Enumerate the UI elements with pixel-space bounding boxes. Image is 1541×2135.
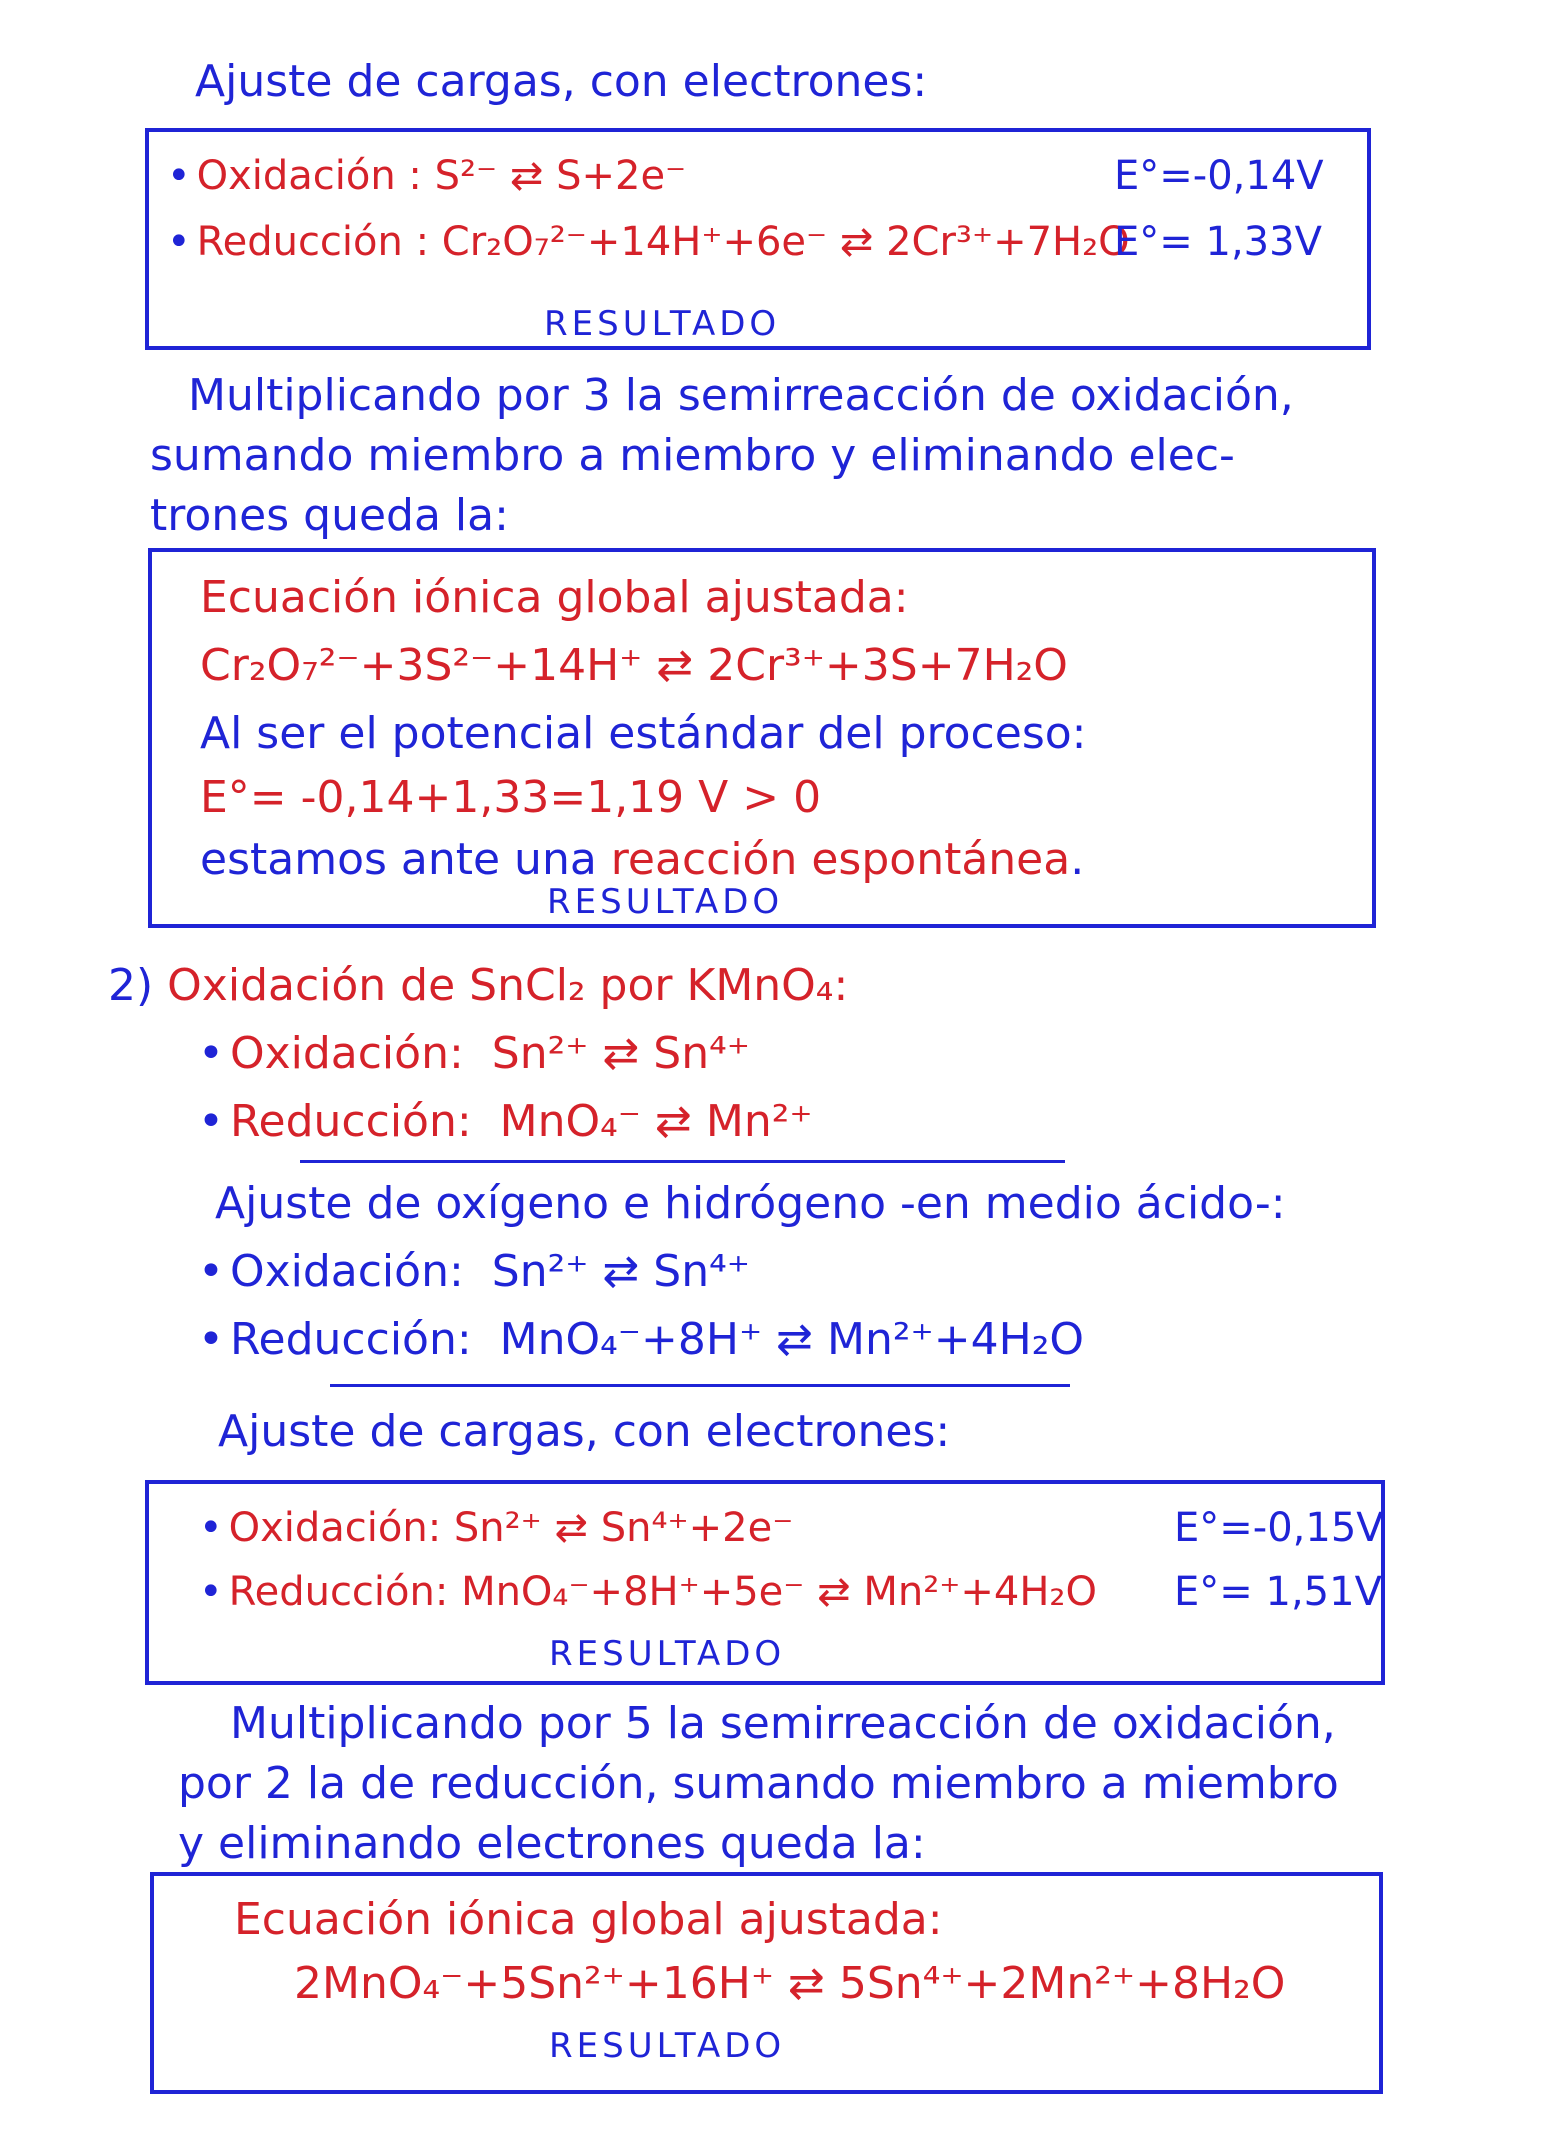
conclusion-line (200, 836, 1084, 884)
divider-1 (300, 1160, 1065, 1163)
reduction-equation: MnO₄⁻+8H⁺+5e⁻ ⇄ Mn²⁺+4H₂O (461, 1569, 1097, 1615)
reduction-equation: MnO₄⁻+8H⁺ ⇄ Mn²⁺+4H₂O (499, 1314, 1084, 1365)
spontaneous-reaction: reacción espontánea (610, 834, 1071, 885)
oxidation-row-1: • Oxidación : S²⁻ ⇄ S+2e⁻ (167, 153, 687, 199)
paragraph-2-line-2: por 2 la de reducción, sumando miembro a miembro (178, 1758, 1339, 1809)
p2-oxidation-row-2: • Oxidación: Sn²⁺ ⇄ Sn⁴⁺ (198, 1246, 750, 1297)
oxidation-equation: Sn²⁺ ⇄ Sn⁴⁺ (491, 1246, 750, 1297)
part-2-title: Oxidación de SnCl₂ por KMnO₄: (167, 960, 849, 1011)
reduction-potential: E°= 1,51V (1174, 1569, 1382, 1615)
half-reactions-box-1 (145, 128, 1371, 350)
oxidation-equation: S²⁻ ⇄ S+2e⁻ (434, 153, 687, 199)
potential-intro: Al ser el potencial estándar del proceso: (200, 708, 1087, 759)
conclusion-period: . (1070, 834, 1085, 885)
half-reactions-box-2 (145, 1480, 1385, 1685)
oxidation-label: Oxidación: (228, 1505, 442, 1551)
reduction-equation: Cr₂O₇²⁻+14H⁺+6e⁻ ⇄ 2Cr³⁺+7H₂O (441, 219, 1130, 265)
p2-reduction-row-2: • Reducción: MnO₄⁻+8H⁺ ⇄ Mn²⁺+4H₂O (198, 1314, 1084, 1365)
oxidation-potential: E°=-0,15V (1174, 1505, 1384, 1551)
oxidation-potential: E°=-0,14V (1114, 153, 1324, 199)
global-equation-title: Ecuación iónica global ajustada: (234, 1894, 943, 1945)
oxidation-label: Oxidación: (229, 1246, 464, 1297)
paragraph-1-line-1: Multiplicando por 3 la semirreacción de oxidación, (188, 370, 1294, 421)
global-equation-box-1 (148, 548, 1376, 928)
heading-charge-adjust-2: Ajuste de cargas, con electrones: (218, 1406, 951, 1457)
reduction-row-1: • Reducción : Cr₂O₇²⁻+14H⁺+6e⁻ ⇄ 2Cr³⁺+7H₂O (167, 219, 1130, 265)
box3-reduction-row: • Reducción: MnO₄⁻+8H⁺+5e⁻ ⇄ Mn²⁺+4H₂O (199, 1569, 1097, 1615)
reduction-label: Reducción (196, 219, 403, 265)
conclusion-text: estamos ante una (200, 834, 597, 885)
oxidation-equation: Sn²⁺ ⇄ Sn⁴⁺+2e⁻ (453, 1505, 794, 1551)
global-equation-title: Ecuación iónica global ajustada: (200, 572, 909, 623)
part-2-number: 2) (108, 960, 154, 1011)
heading-part-2 (108, 962, 848, 1010)
reduction-potential: E°= 1,33V (1114, 219, 1322, 265)
reduction-label: Reducción: (229, 1096, 472, 1147)
paragraph-1-line-2: sumando miembro a miembro y eliminando elec- (150, 430, 1235, 481)
paragraph-2-line-1: Multiplicando por 5 la semirreacción de oxidación, (230, 1698, 1336, 1749)
global-equation-box-2 (150, 1872, 1383, 2094)
p2-reduction-row: • Reducción: MnO₄⁻ ⇄ Mn²⁺ (198, 1096, 813, 1147)
p2-oxidation-row: • Oxidación: Sn²⁺ ⇄ Sn⁴⁺ (198, 1028, 750, 1079)
heading-charge-adjust-1: Ajuste de cargas, con electrones: (195, 56, 928, 107)
global-equation: 2MnO₄⁻+5Sn²⁺+16H⁺ ⇄ 5Sn⁴⁺+2Mn²⁺+8H₂O (294, 1958, 1286, 2009)
reduction-label: Reducción: (228, 1569, 449, 1615)
reduction-equation: MnO₄⁻ ⇄ Mn²⁺ (499, 1096, 813, 1147)
result-label: RESULTADO (547, 882, 784, 922)
adjust-oxygen-heading: Ajuste de oxígeno e hidrógeno -en medio ácido-: (215, 1178, 1286, 1229)
reduction-label: Reducción: (229, 1314, 472, 1365)
divider-2 (330, 1384, 1070, 1387)
oxidation-label: Oxidación (196, 153, 396, 199)
result-label: RESULTADO (549, 1634, 786, 1674)
result-label: RESULTADO (549, 2026, 786, 2066)
box3-oxidation-row: • Oxidación: Sn²⁺ ⇄ Sn⁴⁺+2e⁻ (199, 1505, 794, 1551)
result-label: RESULTADO (544, 304, 781, 344)
standard-potential: E°= -0,14+1,33=1,19 V > 0 (200, 772, 822, 823)
oxidation-equation: Sn²⁺ ⇄ Sn⁴⁺ (491, 1028, 750, 1079)
paragraph-1-line-3: trones queda la: (150, 490, 509, 541)
global-equation: Cr₂O₇²⁻+3S²⁻+14H⁺ ⇄ 2Cr³⁺+3S+7H₂O (200, 640, 1068, 691)
paragraph-2-line-3: y eliminando electrones queda la: (178, 1818, 926, 1869)
oxidation-label: Oxidación: (229, 1028, 464, 1079)
